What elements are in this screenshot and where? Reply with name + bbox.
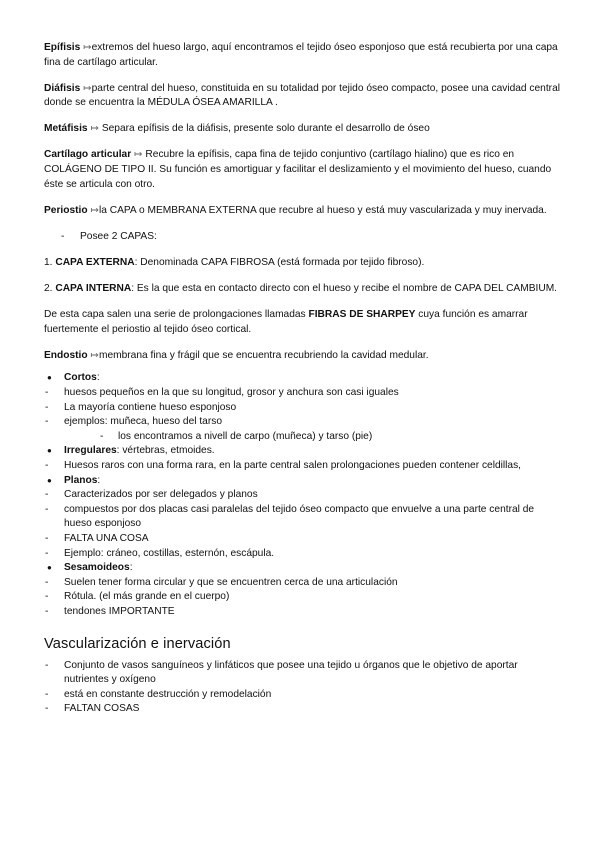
diafisis-paragraph [44,82,560,111]
capa-interna-term: CAPA INTERNA [55,283,132,295]
epifisis-paragraph [44,41,560,70]
arrow-icon: ↦ [83,42,92,53]
diafisis-text: parte central del hueso, constituida en su totalidad por tejido óseo compacto, posee una cavidad central donde se encuentra la MÉDULA ÓSEA AMARILLA . [44,82,561,109]
cartilago-text: Recubre la epífisis, capa fina de tejido conjuntivo (cartílago hialino) que es rico en COLÁGENO DE TIPO II. Su función es amortiguar y facilitar el deslizamiento y el movimiento del hueso, cuando éste se articula con otro. [44,149,552,190]
cartilago-paragraph [44,148,560,192]
endostio-paragraph [44,349,560,364]
arrow-icon: ↦ [90,204,99,216]
arrow-icon: ↦ [90,123,99,135]
bone-types-list [44,371,560,619]
sharpey-paragraph [44,308,560,337]
endostio-text: membrana fina y frágil que se encuentra recubriendo la cavidad medular. [98,349,429,361]
capa-interna-paragraph [44,282,560,297]
vascularization-heading: Vascularización e inervación [44,635,231,652]
list-item: - tendones IMPORTANTE [44,605,560,620]
capa-interna-text: : Es la que esta en contacto directo con el hueso y recibe el nombre de CAPA DEL CAMBIUM. [131,283,558,295]
metafisis-text: Separa epífisis de la diáfisis, presente solo durante el desarrollo de óseo [101,123,430,135]
sesamoideos-suffix: : [129,562,133,574]
list-item: - ejemplos: muñeca, hueso del tarso [44,415,560,430]
cortos-title: Cortos [64,372,97,384]
planos-suffix: : [97,474,101,486]
endostio-term: Endostio [44,349,88,361]
irregulares-title: Irregulares [64,445,117,457]
periostio-paragraph [44,204,560,219]
list-item: - Suelen tener forma circular y que se encuentren cerca de una articulación [44,576,560,591]
epifisis-term: Epífisis [44,42,81,53]
sesamoideos-title: Sesamoideos [64,562,130,574]
document-page [44,41,560,717]
capas-intro: - Posee 2 CAPAS: [60,230,560,245]
capa-externa-num: 1. [44,256,53,268]
sharpey-pre: De esta capa salen una serie de prolongaciones llamadas [44,309,309,321]
periostio-term: Periostio [44,204,88,216]
capa-externa-term: CAPA EXTERNA [55,256,135,268]
sharpey-term: FIBRAS DE SHARPEY [308,309,416,321]
capa-externa-paragraph [44,256,560,271]
arrow-icon: ↦ [83,82,92,94]
list-item [44,474,560,489]
arrow-icon: ↦ [134,149,143,161]
list-item: - Caracterizados por ser delegados y planos [44,488,560,503]
cortos-suffix: : [96,372,100,384]
sharpey-post: cuya función es amarrar fuertemente el periostio al tejido óseo cortical. [44,309,528,335]
periostio-text: la CAPA o MEMBRANA EXTERNA que recubre al hueso y está muy vascularizada y muy inervada. [98,204,547,216]
list-item: - FALTA UNA COSA [44,532,560,547]
cartilago-term: Cartílago articular [44,149,132,161]
list-item: - Huesos raros con una forma rara, en la parte central salen prolongaciones pueden contener celdillas, [44,459,560,474]
metafisis-term: Metáfisis [44,123,88,135]
list-item: - Conjunto de vasos sanguíneos y linfáticos que posee una tejido u órganos que le objetivo de aportar nutrientes y oxígeno [44,659,560,688]
list-item: - huesos pequeños en la que su longitud, grosor y anchura son casi iguales [44,386,560,401]
list-item [44,444,560,459]
list-item [44,561,560,576]
list-item: - Ejemplo: cráneo, costillas, esternón, escápula. [44,547,560,562]
vascularization-list [44,659,560,717]
list-item: - compuestos por dos placas casi paralelas del tejido óseo compacto que envuelve a una parte central de hueso esponjoso [44,503,560,532]
list-item [44,371,560,386]
planos-title: Planos [64,474,98,486]
list-item: - está en constante destrucción y remodelación [44,688,560,703]
list-item: - La mayoría contiene hueso esponjoso [44,401,560,416]
arrow-icon: ↦ [90,349,99,361]
list-item: - Rótula. (el más grande en el cuerpo) [44,590,560,605]
capa-interna-num: 2. [44,283,53,295]
list-item: - FALTAN COSAS [44,702,560,717]
diafisis-term: Diáfisis [44,82,81,94]
irregulares-suffix: : vértebras, etmoides. [116,445,215,457]
capa-externa-text: : Denominada CAPA FIBROSA (está formada por tejido fibroso). [134,256,425,268]
list-item: - los encontramos a nivell de carpo (muñeca) y tarso (pie) [44,430,560,445]
metafisis-paragraph [44,122,560,137]
epifisis-text: extremos del hueso largo, aquí encontramos el tejido óseo esponjoso que está recubierta por una capa fina de cartílago articular. [44,42,558,68]
